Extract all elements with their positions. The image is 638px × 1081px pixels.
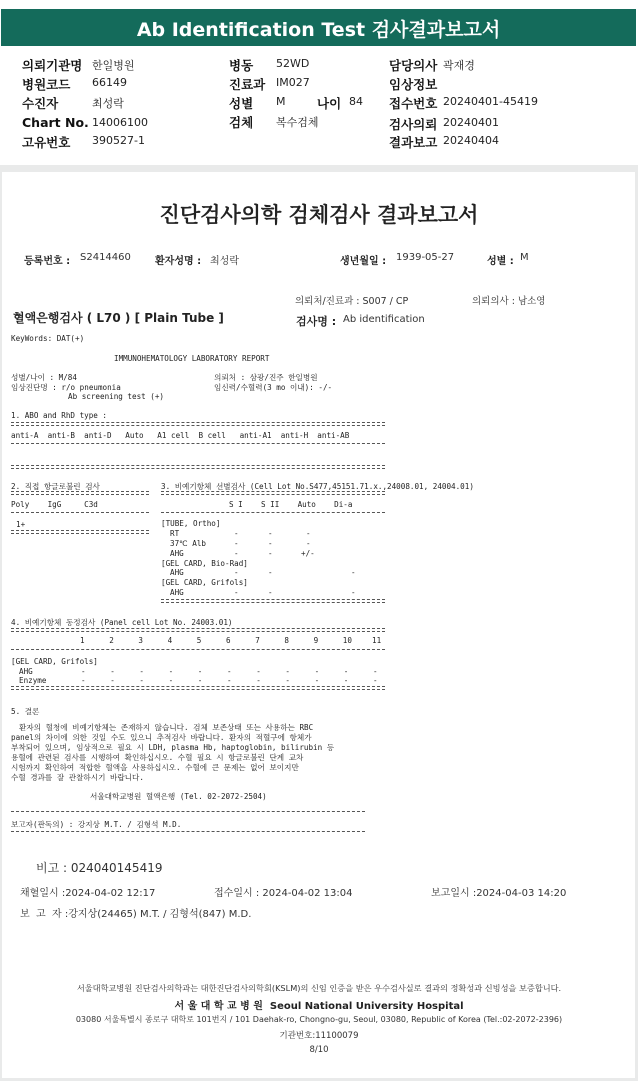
panel-cell-number: 4: [167, 636, 173, 645]
section-2-title: 2. 직접 항글로불린 검사: [11, 482, 100, 491]
result-mark: -: [306, 539, 311, 548]
panel-result-mark: -: [110, 676, 115, 685]
reg-no-value: S2414460: [80, 252, 131, 263]
info-diagnosis-2: Ab screening test (+): [68, 392, 165, 401]
doctor-value: 곽재경: [443, 59, 475, 72]
section-1-title: 1. ABO and RhD type :: [11, 411, 108, 420]
reg-no-label: 등록번호 :: [24, 256, 71, 267]
info-referral: 의뢰처 : 삼광/진주 한일병원: [214, 373, 318, 382]
unique-no-value: 390527-1: [92, 134, 145, 147]
result-mark: -: [234, 549, 239, 558]
panel-result-mark: -: [373, 676, 378, 685]
request-date-value: 20240401: [443, 116, 499, 129]
birth-label: 생년월일 :: [340, 256, 387, 267]
accept-time: 접수일시 : 2024-04-02 13:04: [214, 888, 353, 899]
panel-result-mark: -: [314, 667, 320, 676]
hospital-address: 03080 서울특별시 종로구 대학로 101번지 / 101 Daehak-ro, Chongno-gu, Seoul, 03080, Republic of Korea (Tel.:02-2072-2396): [75, 1015, 563, 1024]
test-name-value: Ab identification: [343, 314, 425, 325]
divider: [11, 443, 385, 444]
institution-label: 의뢰기관명: [22, 58, 83, 73]
page-number: 8/10: [309, 1045, 329, 1055]
result-mark: -: [351, 568, 356, 577]
result-mark: -: [268, 588, 273, 597]
divider: [161, 599, 385, 603]
patient-label: 수진자: [22, 96, 59, 111]
age-value: 84: [349, 95, 363, 108]
dat-poly-value: 1+: [16, 520, 26, 529]
result-mark: -: [268, 568, 273, 577]
hospital-name: 서 울 대 학 교 병 원 Seoul National University Hospital: [174, 1001, 464, 1012]
ahg-label: AHG: [170, 568, 184, 577]
panel-result-mark: -: [110, 667, 115, 676]
panel-result-mark: -: [314, 676, 320, 685]
specimen-label: 검체: [229, 115, 254, 130]
section-1-columns: anti-A anti-B anti-D Auto A1 cell B cell anti-A1 anti-H anti-AB: [11, 431, 350, 440]
conclusion-line: panel의 차이에 의한 것일 수도 있으니 추적검사 바랍니다. 환자의 적혈구에 항체가: [11, 733, 312, 742]
specimen-value: 복수검체: [276, 116, 319, 129]
gel-biorad-label: [GEL CARD, Bio-Rad]: [161, 559, 248, 568]
panel-result-mark: -: [343, 676, 349, 685]
panel-enzyme-label: Enzyme: [19, 676, 47, 685]
remark: 비고 : 024040145419: [36, 861, 163, 875]
sex-label: 성별: [229, 96, 254, 111]
rt-label: RT: [170, 529, 180, 538]
patient-value: 최성락: [92, 97, 124, 110]
institution-value: 한일병원: [92, 59, 135, 72]
alb-label: 37℃ Alb: [170, 539, 206, 548]
result-mark: -: [306, 529, 311, 538]
clinical-info-label: 임상정보: [389, 77, 438, 92]
age-label: 나이: [317, 96, 342, 111]
receipt-label: 접수번호: [389, 96, 438, 111]
result-mark: -: [234, 568, 239, 577]
institution-code: 기관번호:11100079: [279, 1031, 359, 1041]
chart-value: 14006100: [92, 116, 148, 129]
result-mark: +/-: [301, 549, 315, 558]
divider: [11, 491, 149, 495]
sex-value: M: [276, 95, 286, 108]
panel-result-mark: -: [197, 676, 203, 685]
requesting-doctor: 의뢰의사 : 남소영: [472, 296, 546, 307]
conclusion-line: 용혈에 관련된 검사를 시행하여 확인하십시오. 수혈 필요 시 항글로불린 단계 교차: [11, 753, 304, 762]
reporter: 보 고 자 :강지상(24465) M.T. / 김형석(847) M.D.: [20, 909, 252, 920]
result-mark: -: [234, 588, 239, 597]
reporter-small: 보고자(판독의) : 강지상 M.T. / 김형석 M.D.: [11, 820, 182, 829]
panel-cell-number: 1: [80, 636, 85, 645]
divider: [11, 465, 385, 469]
result-mark: -: [268, 549, 273, 558]
hospital-code-label: 병원코드: [22, 77, 71, 92]
section-4-title: 4. 비예기항체 동정검사 (Panel cell Lot No. 24003.01): [11, 618, 233, 627]
panel-cell-number: 2: [109, 636, 114, 645]
report-time: 보고일시 :2024-04-03 14:20: [431, 888, 567, 899]
birth-value: 1939-05-27: [396, 252, 455, 263]
panel-cell-number: 10: [342, 636, 352, 645]
conclusion-line: 환자의 혈청에 비예기항체는 존재하지 않습니다. 검체 보존상태 또는 사용하는 RBC: [19, 723, 314, 732]
result-mark: -: [351, 588, 356, 597]
panel-cell-number: 11: [372, 636, 382, 645]
panel-result-mark: -: [285, 676, 290, 685]
panel-cell-number: 3: [138, 636, 143, 645]
page-title: Ab Identification Test 검사결과보고서: [136, 19, 501, 41]
report-title: 진단검사의학 검체검사 결과보고서: [159, 203, 479, 227]
divider: [11, 628, 385, 632]
doctor-label: 담당의사: [389, 58, 438, 73]
panel-result-mark: -: [256, 676, 261, 685]
panel-ahg-label: AHG: [19, 667, 33, 676]
section-5-title: 5. 결론: [11, 707, 40, 716]
divider: [11, 422, 385, 426]
panel-result-mark: -: [343, 667, 349, 676]
divider: [11, 831, 365, 832]
dept-value: IM027: [276, 76, 310, 89]
report-sex-value: M: [520, 252, 529, 263]
section-3-columns: S I S II Auto Di-a: [229, 500, 353, 509]
panel-grifols-label: [GEL CARD, Grifols]: [11, 657, 98, 666]
result-mark: -: [268, 539, 273, 548]
summary-header: [0, 0, 638, 165]
result-mark: -: [234, 529, 239, 538]
result-date-value: 20240404: [443, 134, 499, 147]
ward-value: 52WD: [276, 57, 310, 70]
panel-cell-number: 7: [255, 636, 260, 645]
conclusion-line: 수혈 경과를 잘 관찰하시기 바랍니다.: [11, 773, 144, 782]
divider: [11, 649, 385, 650]
panel-result-mark: -: [285, 667, 290, 676]
divider: [11, 811, 365, 812]
dept-line: 의뢰처/진료과 : S007 / CP: [295, 296, 409, 307]
divider: [161, 491, 385, 495]
keywords: KeyWords: DAT(+): [11, 334, 85, 343]
divider: [11, 530, 149, 534]
panel-result-mark: -: [227, 676, 232, 685]
info-sex-age: 성별/나이 : M/84: [11, 373, 77, 382]
result-date-label: 결과보고: [389, 135, 438, 150]
patient-name-label: 환자성명 :: [155, 256, 202, 267]
panel-result-mark: -: [139, 667, 144, 676]
panel-cell-number: 6: [226, 636, 231, 645]
dept-label: 진료과: [229, 77, 266, 92]
request-date-label: 검사의뢰: [389, 117, 438, 132]
certification: 서울대학교병원 진단검사의학과는 대한진단검사의학회(KSLM)의 신임 인증을 받은 우수검사실로 결과의 정확성과 신빙성을 보증합니다.: [76, 983, 562, 993]
test-name-label: 검사명 :: [296, 315, 337, 328]
panel-cell-number: 5: [196, 636, 202, 645]
panel-cell-number: 9: [313, 636, 319, 645]
info-pregnancy: 임신력/수혈력(3 mo 이내): -/-: [214, 383, 333, 392]
panel-result-mark: -: [168, 676, 174, 685]
gel-grifols-label: [GEL CARD, Grifols]: [161, 578, 248, 587]
result-mark: -: [234, 539, 239, 548]
tube-ortho-label: [TUBE, Ortho]: [161, 519, 221, 528]
receipt-value: 20240401-45419: [443, 95, 538, 108]
panel-result-mark: -: [81, 667, 86, 676]
title-banner: [1, 9, 636, 46]
panel-result-mark: -: [139, 676, 144, 685]
ahg-label: AHG: [170, 549, 184, 558]
collect-time: 채혈일시 :2024-04-02 12:17: [20, 888, 156, 899]
patient-name-value: 최성락: [210, 256, 239, 267]
conclusion-line: 부착되어 있으며, 임상적으로 필요 시 LDH, plasma Hb, haptoglobin, bilirubin 등: [11, 743, 335, 752]
divider: [11, 512, 149, 513]
panel-result-mark: -: [256, 667, 261, 676]
section-3-title: 3. 비예기항체 선별검사 (Cell Lot No.S477,45151.71.x.,24008.01, 24004.01): [161, 482, 474, 491]
report-sex-label: 성별 :: [487, 256, 514, 267]
conclusion-line: 시험까지 확인하여 적합한 혈액을 사용하십시오. 수혈에 큰 문제는 없어 보이지만: [11, 763, 299, 772]
panel-result-mark: -: [81, 676, 86, 685]
divider: [11, 686, 385, 690]
panel-result-mark: -: [168, 667, 174, 676]
test-title: 혈액은행검사 ( L70 ) [ Plain Tube ]: [13, 311, 224, 325]
lab-report-title: IMMUNOHEMATOLOGY LABORATORY REPORT: [114, 354, 270, 363]
panel-result-mark: -: [373, 667, 378, 676]
ward-label: 병동: [229, 58, 254, 73]
result-mark: -: [268, 529, 273, 538]
unique-no-label: 고유번호: [22, 135, 71, 150]
hospital-code-value: 66149: [92, 76, 127, 89]
divider: [161, 512, 385, 513]
panel-cell-number: 8: [284, 636, 289, 645]
section-2-columns: Poly IgG C3d: [11, 500, 98, 509]
panel-result-mark: -: [197, 667, 203, 676]
chart-label: Chart No.: [22, 115, 89, 130]
info-diagnosis: 임상진단명 : r/o pneumonia: [11, 383, 121, 392]
panel-result-mark: -: [227, 667, 232, 676]
ahg-label: AHG: [170, 588, 184, 597]
lab-contact: 서울대학교병원 혈액은행 (Tel. 02-2072-2504): [90, 792, 267, 801]
